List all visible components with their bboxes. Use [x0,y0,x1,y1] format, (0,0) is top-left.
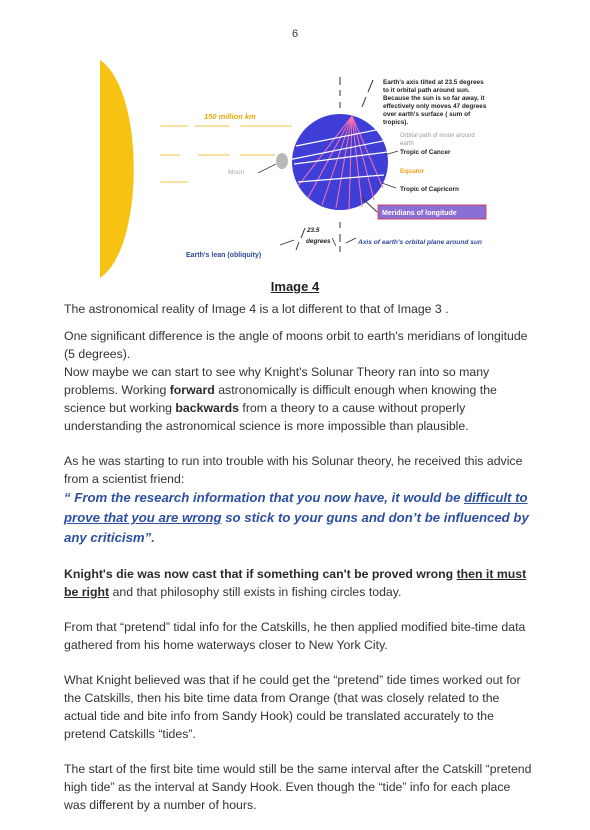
paragraph-2: One significant difference is the angle of moons orbit to earth's meridians of longitude (5 degrees). [64,329,528,361]
lean-pointer [280,240,294,245]
sun-ray-lines [160,126,292,182]
orbital-plane-label: Axis of earth's orbital plane around sun [358,239,482,246]
sun-shape [100,60,134,278]
paragraph-5-underlined: then it must be right [64,567,527,599]
capricorn-pointer [382,183,396,188]
paragraph-3-forward: forward [169,383,215,397]
moon-orbit-label-1: Orbital path of moon around [400,133,475,139]
moon-label: Moon [228,169,245,176]
paragraph-5-text-c: and that philosophy still exists in fishing circles today. [109,585,402,599]
orbital-plane-pointer [346,238,356,243]
tropic-capricorn-label: Tropic of Capricorn [400,186,459,193]
scientist-quote [64,488,534,548]
quote-underlined: difficult to prove that you are wrong [64,490,528,525]
distance-label: 150 million km [204,112,256,121]
axis-note-line-5: over earth's surface ( sum of [383,111,471,118]
meridians-pointer [362,198,377,212]
paragraph-3-backwards: backwards [175,401,239,415]
paragraph-8: The start of the first bite time would still be the same interval after the Catskill “pretend high tide” as the interval at Sandy Hook. Even though the “tide” info for each place was different by a number of hours. [64,762,532,812]
angle-value-label: 23.5 [307,227,320,234]
paragraph-3-text-e: from a theory to a cause without properly understanding the astronomical science is more impossible than plausible. [64,401,469,433]
figure-caption: Image 4 [270,279,320,294]
equator-label: Equator [400,168,425,175]
paragraph-5 [64,565,534,601]
angle-unit-label: degrees [306,238,331,245]
moon-shape [276,153,288,169]
moon-orbit-label-2: earth [400,141,414,147]
document-body [64,300,534,814]
quote-text-c: so stick to your guns and don’t be influenced by any criticism”. [64,510,529,545]
lean-label: Earth's lean (obliquity) [186,252,262,259]
paragraph-1: The astronomical reality of Image 4 is a lot different to that of Image 3 . [64,302,449,316]
meridians-label: Meridians of longitude [382,210,457,217]
axis-note-line-6: tropics). [383,119,409,126]
axis-note-line-2: to it orbital path around sun. [383,87,470,94]
astronomy-diagram [100,60,505,278]
paragraph-3-text-a: Now maybe we can start to see why Knight's Solunar Theory ran into so many problems. Working [64,365,490,397]
axis-note-line-4: effectively only moves 47 degrees [383,103,487,110]
tropic-cancer-label: Tropic of Cancer [400,149,451,156]
paragraph-7: What Knight believed was that if he could get the “pretend” tide times worked out for the Catskills, then his bite time data from Orange (that was closely related to the actual tide and bite info from Sandy Hook) could be translated accurately to the pretend Catskills “tides”. [64,673,521,741]
paragraph-3 [64,363,534,435]
angle-arc-tick [332,238,336,246]
diagram-canvas [100,60,505,278]
axis-note [383,79,487,126]
axis-note-line-1: Earth's axis tilted at 23.5 degrees [383,79,484,86]
paragraph-4: As he was starting to run into trouble with his Solunar theory, he received this advice from a scientist friend: [64,454,523,486]
moon-pointer [258,164,276,173]
page-number: 6 [291,28,299,40]
quote-text-a: “ From the research information that you now have, it would be [64,490,465,505]
paragraph-5-bold: Knight's die was now cast that if something can't be proved wrong [64,567,457,581]
axis-note-line-3: Because the sun is so far away, it [383,95,485,102]
paragraph-6: From that “pretend” tidal info for the Catskills, he then applied modified bite-time data gathered from his home waterways closer to New York City. [64,620,526,652]
paragraph-3-text-c: astronomically is difficult enough when knowing the science but working [64,383,497,415]
